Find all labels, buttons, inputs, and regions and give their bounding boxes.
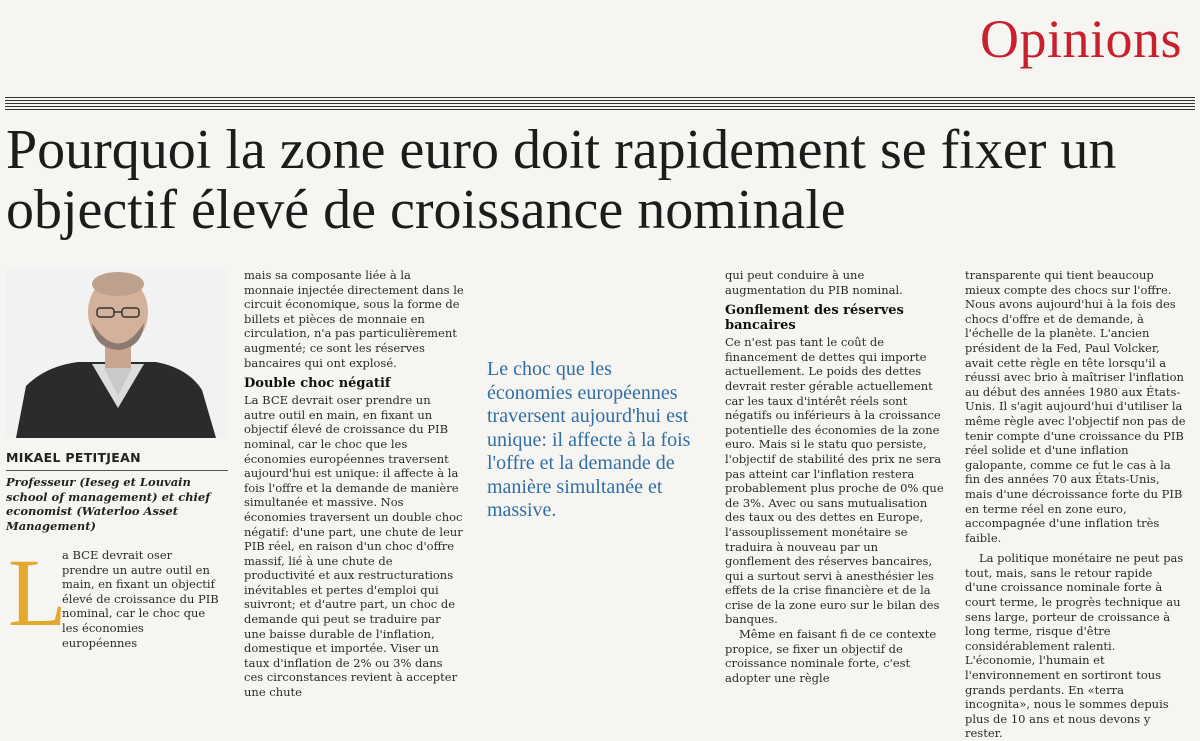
article-column-4 <box>965 268 1187 741</box>
paragraph: transparente qui tient beaucoup mieux compte des chocs sur l'offre. Nous avons aujourd'hui à la fois des chocs d'offre et de demande, à l'échelle de la planète. L'ancien président de la Fed, Paul Volcker, avait cette règle en tête lorsqu'il a réussi avec brio à maîtriser l'inflation au début des années 1980 aux États-Unis. Il s'agit aujourd'hui d'utiliser la même règle avec l'objectif non pas de tenir compte d'une croissance du PIB réel solide et d'une inflation galopante, comme ce fut le cas à la fin des années 70 aux États-Unis, mais d'une décroissance forte du PIB en terme réel en zone euro, accompagnée d'une inflation très faible. <box>965 268 1186 545</box>
author-photo <box>6 268 228 438</box>
paragraph: mais sa composante liée à la monnaie injectée directement dans le circuit économique, sous la forme de billets et pièces de monnaie en circulation, n'a pas particulièrement augmenté; ce sont les réserves bancaires qui ont explosé. <box>244 268 464 370</box>
author-bio: Professeur (Ieseg et Louvain school of management) et chief economist (Waterloo Asset Management) <box>6 475 211 533</box>
paragraph: Ce n'est pas tant le coût de financement de dettes qui importe actuellement. Le poids des dettes devrait rester gérable actuellement car les taux d'intérêt réels sont négatifs ou inférieurs à la croissance potentielle des économies de la zone euro. Mais si le statu quo persiste, l'objectif de stabilité des prix ne sera pas atteint car l'inflation restera probablement plus proche de 0% que de 3%. Avec ou sans mutualisation des taux ou des dettes en Europe, l'assouplissement monétaire se traduira à nouveau par un gonflement des réserves bancaires, qui a surtout servi à anesthésier les effets de la crise financière et de la crise de la zone euro sur le bilan des banques. <box>725 335 944 627</box>
lead-column <box>62 548 222 650</box>
paragraph: La politique monétaire ne peut pas tout, mais, sans le retour rapide d'une croissance nominale forte à court terme, le progrès technique au sens large, porteur de croissance à long terme, risque d'être considérablement ralenti. L'économie, l'humain et l'environnement en sortiront tous grands perdants. En «terra incognita», nous le sommes depuis plus de 10 ans et nous devons y rester. <box>965 551 1184 741</box>
article-headline: Pourquoi la zone euro doit rapidement se fixer un objectif élevé de croissance nominale <box>6 119 1117 241</box>
pull-quote: Le choc que les économies européennes traversent aujourd'hui est unique: il affecte à la fois l'offre et la demande de manière simultanée et massive. <box>487 358 691 521</box>
subheading-double-choc: Double choc négatif <box>244 376 391 392</box>
author-name: MIKAEL PETITJEAN <box>6 450 228 471</box>
header-rules <box>5 97 1195 111</box>
subheading-reserves: Gonflement des réserves bancaires <box>725 303 904 334</box>
paragraph: La BCE devrait oser prendre un autre outil en main, en fixant un objectif élevé de croissance du PIB nominal, car le choc que les économies européennes traversent aujourd'hui est unique: il affecte à la fois l'offre et la demande de manière simultanée et massive. Nos économies traversent un double choc négatif: d'une part, une chute de leur PIB réel, en raison d'un choc d'offre massif, lié à une chute de productivité et aux restructurations inévitables et pertes d'emploi qui suivront; et d'autre part, un choc de demande qui peut se traduire par une baisse durable de l'inflation, domestique et importée. Viser un taux d'inflation de 2% ou 3% dans ces circonstances revient à accepter une chute <box>244 393 463 700</box>
lead-paragraph: a BCE devrait oser prendre un autre outil en main, en fixant un objectif élevé de croissance du PIB nominal, car le choc que les économies européennes <box>62 548 219 650</box>
section-title: Opinions <box>979 9 1182 69</box>
article-column-3 <box>725 268 945 685</box>
dropcap-letter: L <box>8 539 67 646</box>
paragraph: Même en faisant fi de ce contexte propice, se fixer un objectif de croissance nominale forte, c'est adopter une règle <box>725 627 937 685</box>
article-column-2 <box>244 268 464 700</box>
paragraph: qui peut conduire à une augmentation du PIB nominal. <box>725 268 903 297</box>
